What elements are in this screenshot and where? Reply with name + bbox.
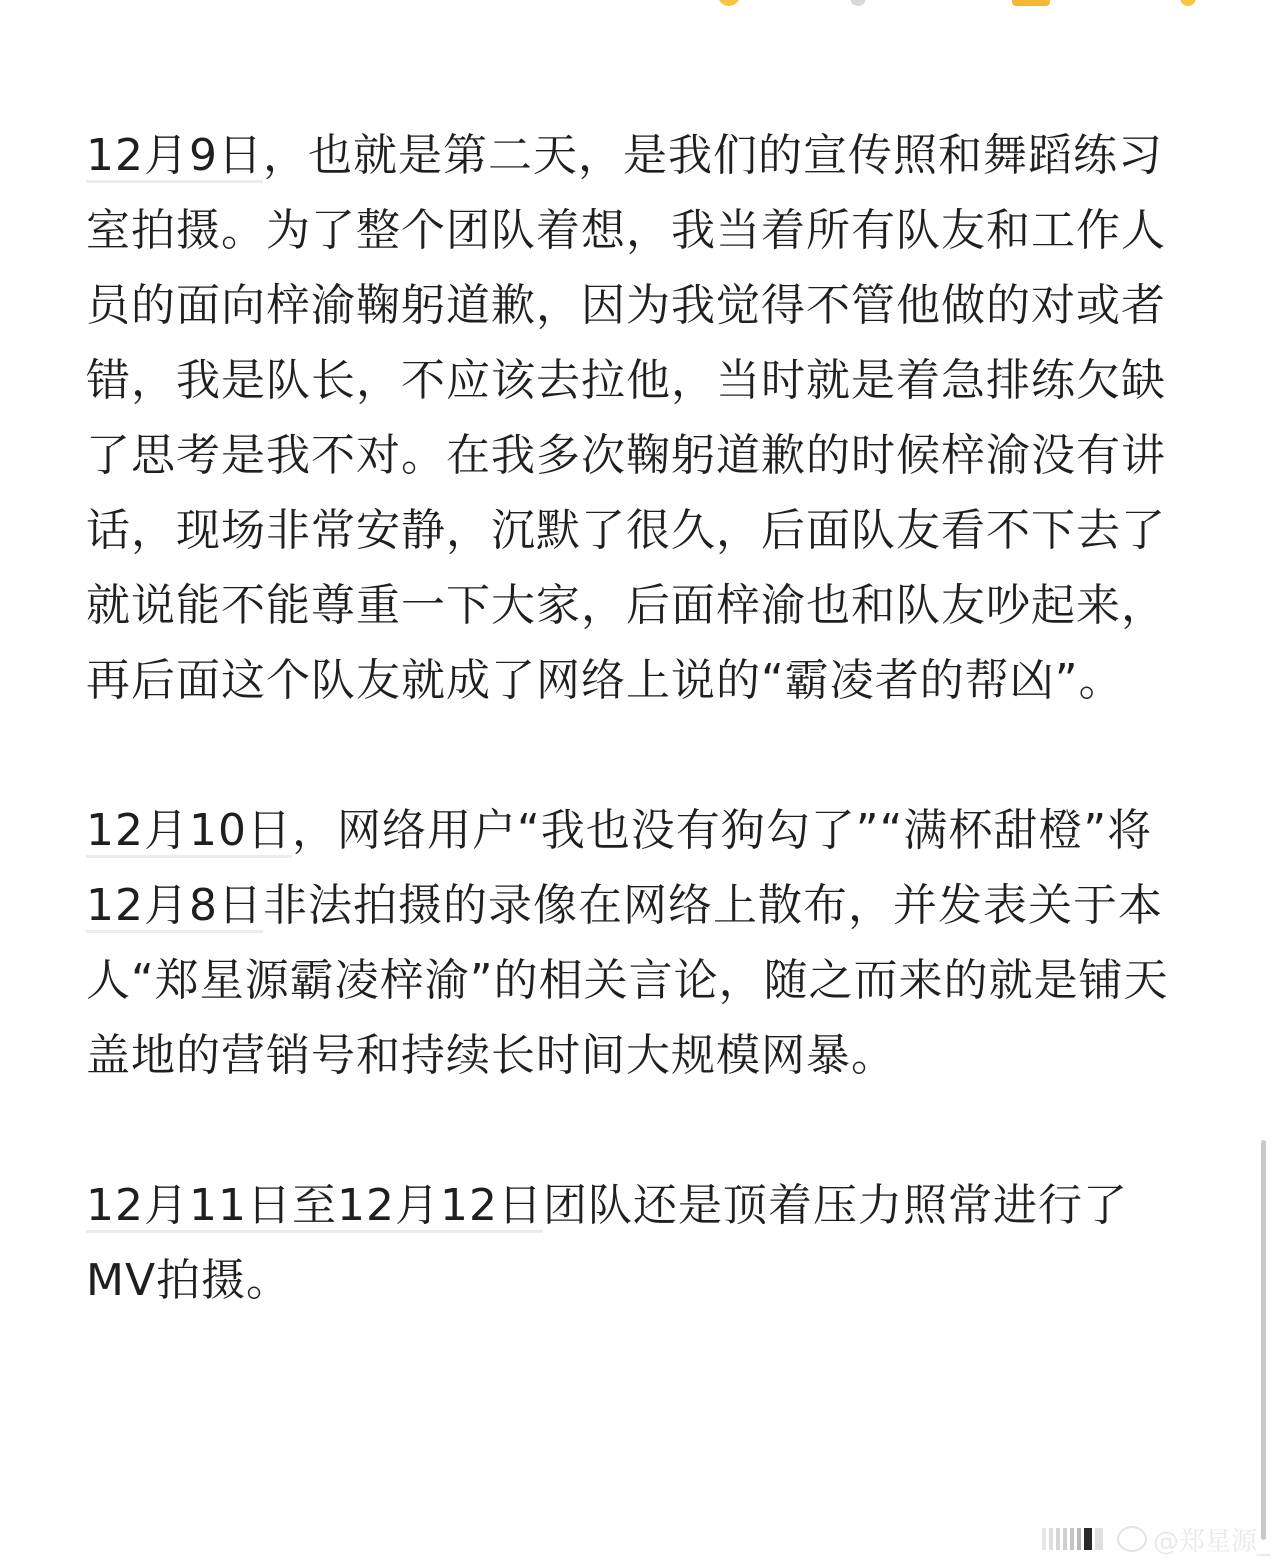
watermark-text: @郑星源_: [1152, 1526, 1270, 1557]
paragraph-text: ，也就是第二天，是我们的宣传照和舞蹈练习室拍摄。为了整个团队着想，我当着所有队友和工作人员的面向梓渝鞠躬道歉，因为我觉得不管他做的对或者错，我是队长，不应该去拉他，当时就是着急排练欠缺了思考是我不对。在我多次鞠躬道歉的时候梓渝没有讲话，现场非常安静，沉默了很久，后面队友看不下去了就说能不能尊重一下大家，后面梓渝也和队友吵起来，再后面这个队友就成了网络上说的“霸凌者的帮凶”。: [86, 130, 1166, 706]
paragraph-dec-10: [86, 793, 1176, 1093]
sticker-icon: [1012, 0, 1050, 6]
top-icon-row: [0, 0, 1280, 10]
watermark: [1042, 1522, 1270, 1556]
paragraph-text: ，网络用户“我也没有狗勾了”“满杯甜橙”将: [291, 805, 1153, 856]
paragraph-text: 非法拍摄的录像在网络上散布，并发表关于本人“郑星源霸凌梓渝”的相关言论，随之而来的就是铺天盖地的营销号和持续长时间大规模网暴。: [86, 880, 1169, 1081]
scrollbar-thumb[interactable]: [1261, 1140, 1266, 1540]
scrollbar[interactable]: [1266, 0, 1274, 1560]
face-icon: [850, 0, 866, 6]
paragraph-dec-9: [86, 118, 1176, 718]
emoji-icon: [718, 0, 740, 6]
date-text: 12月10日: [86, 805, 292, 856]
paragraph-dec-11-12: [86, 1168, 1176, 1318]
date-text: 12月11日至12月12日: [86, 1180, 543, 1231]
emoji-icon: [1180, 0, 1196, 6]
paragraph-text: 团队还是顶着压力照常进行了MV拍摄。: [86, 1180, 1128, 1306]
barcode-icon: [1042, 1528, 1103, 1550]
weibo-logo-icon: [1117, 1526, 1147, 1552]
post-body: [86, 118, 1176, 1318]
date-text: 12月8日: [86, 880, 263, 931]
date-text: 12月9日: [86, 130, 263, 181]
